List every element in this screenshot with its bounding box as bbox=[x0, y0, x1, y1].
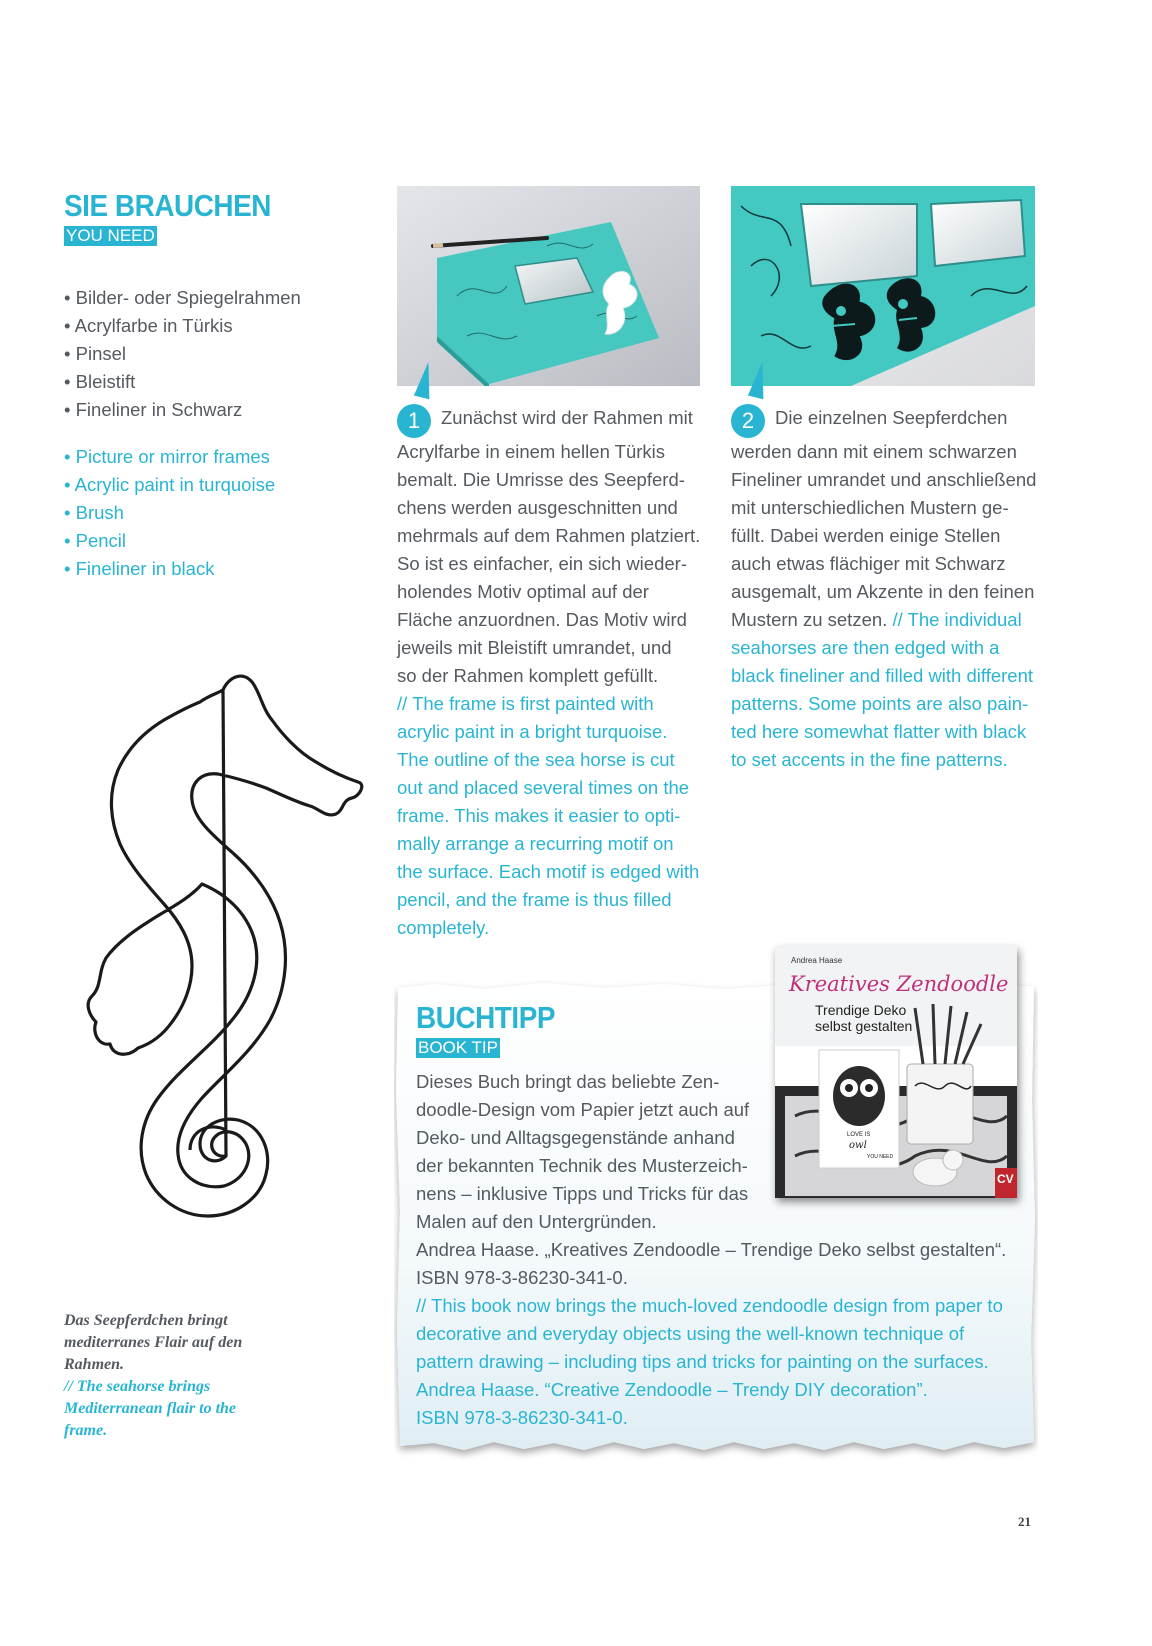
book-cover-mug-text-1: LOVE IS bbox=[847, 1132, 871, 1138]
needs-subtitle: YOU NEED bbox=[66, 226, 155, 245]
text-line: mediterranes Flair auf den bbox=[64, 1334, 243, 1351]
text-line: pattern drawing – including tips and tricks for painting on the surfaces. bbox=[416, 1351, 989, 1372]
text-line bbox=[731, 404, 1041, 438]
text-line: seahorses are then edged with a bbox=[731, 637, 1000, 658]
list-item: • Bleistift bbox=[64, 368, 364, 396]
text-line bbox=[731, 606, 1041, 634]
text-line: mally arrange a recurring motif on bbox=[397, 833, 674, 854]
text-line: bemalt. Die Umrisse des Seepferd- bbox=[397, 469, 685, 490]
book-tip-title: BUCHTIPP bbox=[416, 1000, 556, 1035]
text-line: patterns. Some points are also pain- bbox=[731, 693, 1029, 714]
needs-list-en bbox=[64, 443, 364, 583]
book-cover-mug-text-3: YOU NEED bbox=[867, 1154, 894, 1160]
text-line: Acrylfarbe in einem hellen Türkis bbox=[397, 441, 666, 462]
text-line: werden dann mit einem schwarzen bbox=[731, 441, 1017, 462]
book-cover-title: Kreatives Zendoodle bbox=[789, 972, 1009, 996]
book-cover-subtitle-2: selbst gestalten bbox=[815, 1018, 913, 1034]
text-line-de-part: Mustern zu setzen. bbox=[731, 609, 893, 630]
text-line: mit unterschiedlichen Mustern ge- bbox=[731, 497, 1009, 518]
text-line: Andrea Haase. “Creative Zendoodle – Trendy DIY decoration”. bbox=[416, 1379, 928, 1400]
text-line: Fläche anzuordnen. Das Motiv wird bbox=[397, 609, 687, 630]
book-cover-publisher: CV bbox=[997, 1172, 1014, 1186]
list-item: • Pencil bbox=[64, 527, 364, 555]
needs-title: SIE BRAUCHEN bbox=[64, 188, 271, 223]
text-line: ted here somewhat flatter with black bbox=[731, 721, 1027, 742]
text-line: out and placed several times on the bbox=[397, 777, 690, 798]
step-1-text bbox=[397, 404, 707, 942]
list-item: • Picture or mirror frames bbox=[64, 443, 364, 471]
text-line: // This book now brings the much-loved zendoodle design from paper to bbox=[416, 1295, 1003, 1316]
book-tip-subtitle: BOOK TIP bbox=[418, 1038, 498, 1057]
text-line: Deko- und Alltagsgegenstände anhand bbox=[416, 1127, 735, 1148]
book-cover-author: Andrea Haase bbox=[791, 956, 843, 965]
text-line-content: Die einzelnen Seepferdchen bbox=[775, 407, 1008, 428]
list-item: • Brush bbox=[64, 499, 364, 527]
list-item: • Fineliner in black bbox=[64, 555, 364, 583]
text-line: Fineliner umrandet und anschließend bbox=[731, 469, 1037, 490]
book-tip-text bbox=[416, 1068, 1016, 1432]
text-line: Malen auf den Untergründen. bbox=[416, 1211, 657, 1232]
text-line: jeweils mit Bleistift umrandet, und bbox=[397, 637, 672, 658]
text-line: füllt. Dabei werden einige Stellen bbox=[731, 525, 1001, 546]
text-line: Mediterranean flair to the bbox=[64, 1400, 237, 1417]
text-line: nens – inklusive Tipps und Tricks für das bbox=[416, 1183, 749, 1204]
text-line: the surface. Each motif is edged with bbox=[397, 861, 700, 882]
page-number: 21 bbox=[1018, 1514, 1031, 1529]
text-line: ausgemalt, um Akzente in den feinen bbox=[731, 581, 1035, 602]
text-line: Rahmen. bbox=[64, 1356, 125, 1373]
book-cover-mug-text-2: owl bbox=[849, 1140, 867, 1151]
needs-list-de bbox=[64, 284, 364, 424]
image-caption bbox=[64, 1310, 324, 1442]
text-line: mehrmals auf dem Rahmen platziert. bbox=[397, 525, 701, 546]
text-line: holendes Motiv optimal auf der bbox=[397, 581, 649, 602]
text-line: Dieses Buch bringt das beliebte Zen- bbox=[416, 1071, 720, 1092]
step-2-text bbox=[731, 404, 1041, 774]
text-line: der bekannten Technik des Musterzeich- bbox=[416, 1155, 748, 1176]
text-line: // The seahorse brings bbox=[64, 1378, 211, 1395]
text-line bbox=[397, 404, 707, 438]
text-line: Andrea Haase. „Kreatives Zendoodle – Trendige Deko selbst gestalten“. bbox=[416, 1239, 1007, 1260]
list-item: • Pinsel bbox=[64, 340, 364, 368]
text-line: acrylic paint in a bright turquoise. bbox=[397, 721, 668, 742]
text-line: The outline of the sea horse is cut bbox=[397, 749, 675, 770]
text-line: completely. bbox=[397, 917, 490, 938]
text-line: pencil, and the frame is thus filled bbox=[397, 889, 672, 910]
text-line: ISBN 978-3-86230-341-0. bbox=[416, 1267, 628, 1288]
text-line: // The frame is first painted with bbox=[397, 693, 654, 714]
seahorse-outline-illustration bbox=[40, 660, 380, 1280]
text-line: frame. This makes it easier to opti- bbox=[397, 805, 681, 826]
text-line-en-part: // The individual bbox=[892, 609, 1022, 630]
text-line: black fineliner and filled with different bbox=[731, 665, 1033, 686]
list-item: • Acrylic paint in turquoise bbox=[64, 471, 364, 499]
step-2-photo bbox=[731, 186, 1035, 386]
needs-section bbox=[64, 188, 364, 246]
text-line: auch etwas flächiger mit Schwarz bbox=[731, 553, 1006, 574]
text-line: so der Rahmen komplett gefüllt. bbox=[397, 665, 659, 686]
text-line: chens werden ausgeschnitten und bbox=[397, 497, 678, 518]
step-number-badge: 1 bbox=[397, 404, 431, 438]
text-line: So ist es einfacher, ein sich wieder- bbox=[397, 553, 687, 574]
book-cover-subtitle-1: Trendige Deko bbox=[815, 1002, 907, 1018]
text-line: decorative and everyday objects using the well-known technique of bbox=[416, 1323, 965, 1344]
book-tip-heading bbox=[416, 1000, 570, 1058]
list-item: • Bilder- oder Spiegelrahmen bbox=[64, 284, 364, 312]
step-number-badge: 2 bbox=[731, 404, 765, 438]
text-line: ISBN 978-3-86230-341-0. bbox=[416, 1407, 628, 1428]
step-1-photo bbox=[397, 186, 700, 386]
text-line: doodle-Design vom Papier jetzt auch auf bbox=[416, 1099, 750, 1120]
text-line: Das Seepferdchen bringt bbox=[64, 1312, 228, 1329]
text-line-content: Zunächst wird der Rahmen mit bbox=[441, 407, 693, 428]
list-item: • Fineliner in Schwarz bbox=[64, 396, 364, 424]
text-line: frame. bbox=[64, 1422, 108, 1439]
list-item: • Acrylfarbe in Türkis bbox=[64, 312, 364, 340]
text-line: to set accents in the fine patterns. bbox=[731, 749, 1008, 770]
